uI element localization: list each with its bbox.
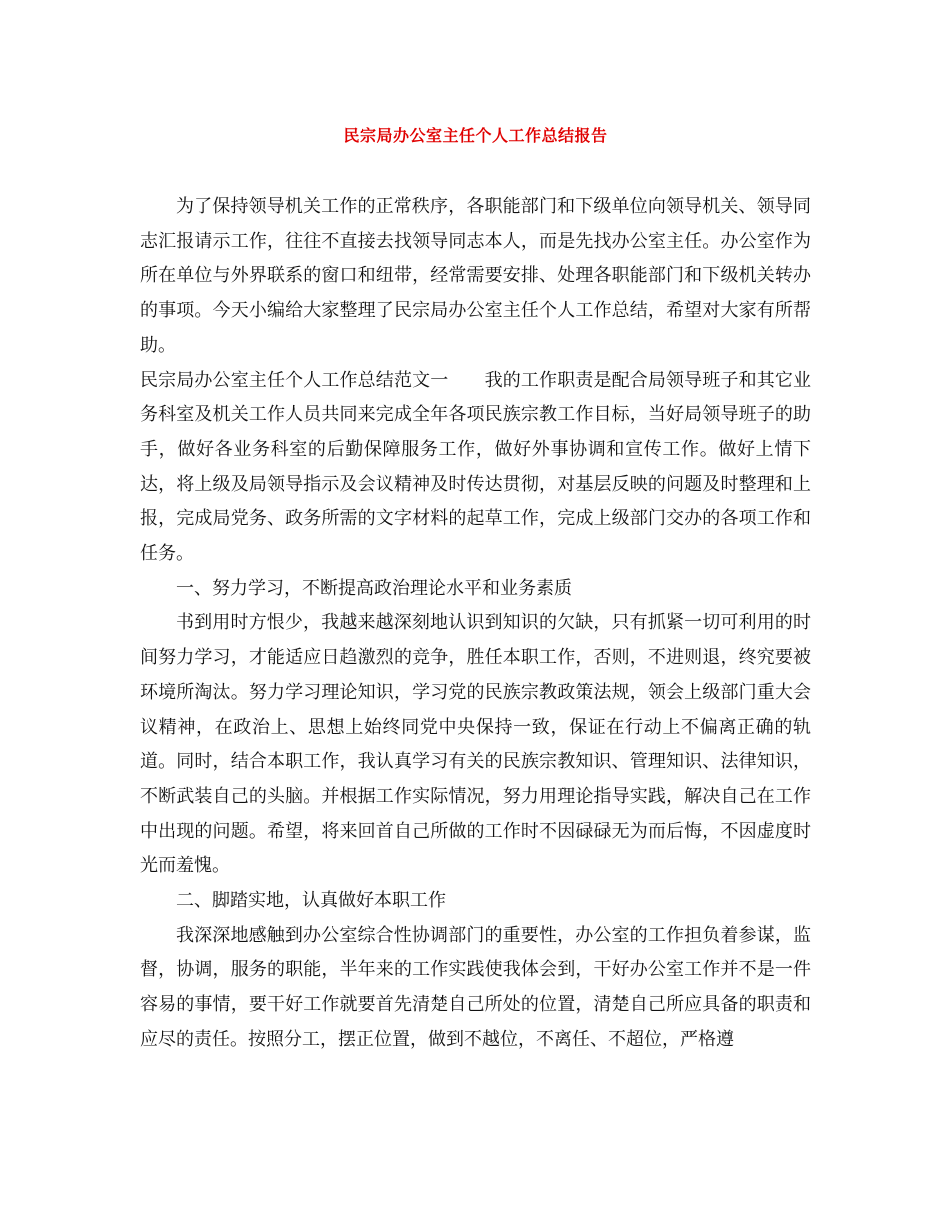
sample-one-paragraph: 民宗局办公室主任个人工作总结范文一 我的工作职责是配合局领导班子和其它业务科室及机关工作人员共同来完成全年各项民族宗教工作目标，当好局领导班子的助手，做好各业务科室的后勤保障服务工作，做好外事协调和宣传工作。做好上情下达，将上级及局领导指示及会议精神及时传达贯彻，对基层反映的问题及时整理和上报，完成局党务、政务所需的文字材料的起草工作，完成上级部门交办的各项工作和任务。 [140, 369, 811, 565]
section-two-paragraph: 我深深地感触到办公室综合性协调部门的重要性，办公室的工作担负着参谋，监督，协调，服务的职能，半年来的工作实践使我体会到，干好办公室工作并不是一件容易的事情，要干好工作就要首先清楚自己所处的位置，清楚自己所应具备的职责和应尽的责任。按照分工，摆正位置，做到不越位，不离任、不超位，严格遵 [140, 924, 811, 1050]
section-one-paragraph: 书到用时方恨少，我越来越深刻地认识到知识的欠缺，只有抓紧一切可利用的时间努力学习，才能适应日趋激烈的竞争，胜任本职工作，否则，不进则退，终究要被环境所淘汰。努力学习理论知识，学习党的民族宗教政策法规，领会上级部门重大会议精神，在政治上、思想上始终同党中央保持一致，保证在行动上不偏离正确的轨道。同时，结合本职工作，我认真学习有关的民族宗教知识、管理知识、法律知识，不断武装自己的头脑。并根据工作实际情况，努力用理论指导实践，解决自己在工作中出现的问题。希望，将来回首自己所做的工作时不因碌碌无为而后悔，不因虚度时光而羞愧。 [140, 612, 811, 877]
section-heading-two: 二、脚踏实地，认真做好本职工作 [176, 890, 446, 912]
section-heading-one: 一、努力学习，不断提高政治理论水平和业务素质 [176, 577, 572, 599]
intro-paragraph: 为了保持领导机关工作的正常秩序，各职能部门和下级单位向领导机关、领导同志汇报请示工作，往往不直接去找领导同志本人，而是先找办公室主任。办公室作为所在单位与外界联系的窗口和纽带，经常需要安排、处理各职能部门和下级机关转办的事项。今天小编给大家整理了民宗局办公室主任个人工作总结，希望对大家有所帮助。 [140, 196, 811, 356]
document-page [140, 0, 811, 1230]
document-title: 民宗局办公室主任个人工作总结报告 [343, 126, 608, 145]
document-body [140, 190, 811, 1058]
